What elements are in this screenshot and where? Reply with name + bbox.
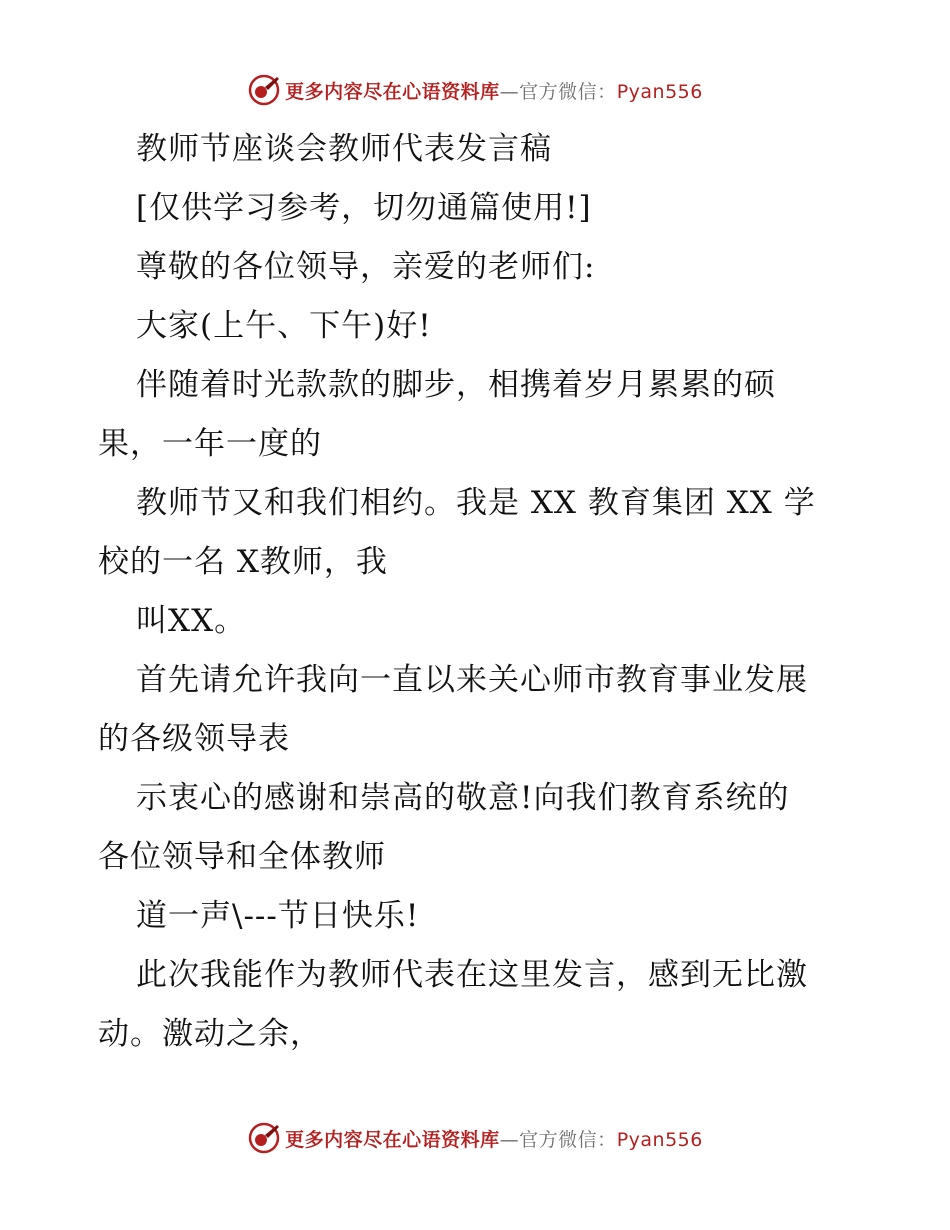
doc-line: 教师节又和我们相约。我是 XX 教育集团 XX 学 [136,485,816,521]
banner-brand-text: 更多内容尽在心语资料库 [285,80,500,103]
doc-line: 此次我能作为教师代表在这里发言，感到无比激 [136,957,808,993]
doc-line: 叫XX。 [136,603,247,639]
brand-logo-icon [247,73,281,107]
banner-wechat-id: Pyan556 [616,1128,703,1151]
doc-line: 动。激动之余， [98,1016,322,1052]
doc-salutation: 尊敬的各位领导，亲爱的老师们: [136,249,596,285]
doc-line: 示衷心的感谢和崇高的敬意!向我们教育系统的 [136,780,790,816]
doc-line: 果，一年一度的 [98,426,322,462]
doc-greeting: 大家(上午、下午)好! [136,308,432,344]
doc-note: [仅供学习参考，切勿通篇使用!] [136,190,592,226]
document-body [98,120,858,1064]
doc-title: 教师节座谈会教师代表发言稿 [136,131,552,167]
doc-line: 首先请允许我向一直以来关心师市教育事业发展 [136,662,808,698]
doc-line: 各位领导和全体教师 [98,839,386,875]
doc-line: 伴随着时光款款的脚步，相携着岁月累累的硕 [136,367,776,403]
doc-line: 的各级领导表 [98,721,290,757]
banner-official-text: —官方微信： [499,1128,617,1151]
header-banner [0,70,950,110]
doc-line: 道一声\---节日快乐! [136,898,420,934]
footer-banner [0,1118,950,1158]
banner-wechat-id: Pyan556 [616,80,703,103]
banner-brand-text: 更多内容尽在心语资料库 [285,1128,500,1151]
brand-logo-icon [247,1121,281,1155]
banner-official-text: —官方微信： [499,80,617,103]
doc-line: 校的一名 X教师，我 [98,544,388,580]
